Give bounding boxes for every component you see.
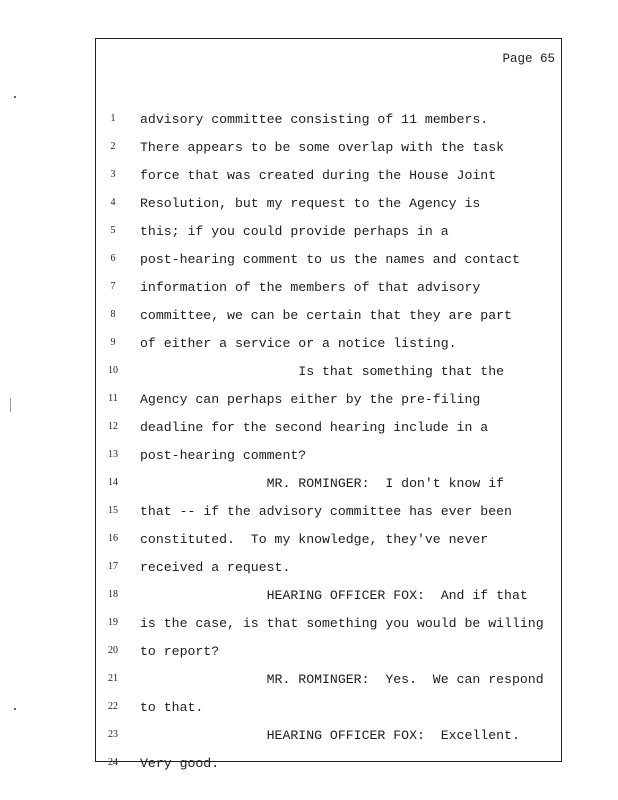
transcript-line <box>96 224 563 242</box>
line-number: 19 <box>108 617 118 628</box>
line-text: force that was created during the House Joint <box>140 168 497 183</box>
line-text: MR. ROMINGER: Yes. We can respond <box>140 672 544 687</box>
line-number: 15 <box>108 505 118 516</box>
line-number: 22 <box>108 701 118 712</box>
transcript-line <box>96 252 563 270</box>
transcript-line <box>96 476 563 494</box>
transcript-line <box>96 728 563 746</box>
transcript-line <box>96 448 563 466</box>
transcript-line <box>96 112 563 130</box>
line-number: 12 <box>108 421 118 432</box>
line-number: 24 <box>108 757 118 768</box>
line-text: constituted. To my knowledge, they've never <box>140 532 489 547</box>
line-text: post-hearing comment? <box>140 448 307 463</box>
transcript-line <box>96 196 563 214</box>
line-text: post-hearing comment to us the names and contact <box>140 252 520 267</box>
scan-speck <box>14 708 16 710</box>
transcript-line <box>96 504 563 522</box>
transcript-line <box>96 140 563 158</box>
line-number: 9 <box>110 337 116 348</box>
line-text: advisory committee consisting of 11 members. <box>140 112 489 127</box>
line-text: to report? <box>140 644 220 659</box>
line-text: received a request. <box>140 560 291 575</box>
transcript-line <box>96 532 563 550</box>
line-number: 3 <box>110 169 116 180</box>
transcript-line <box>96 336 563 354</box>
line-number: 14 <box>108 477 118 488</box>
scan-speck <box>10 398 11 412</box>
line-number: 18 <box>108 589 118 600</box>
line-number: 4 <box>110 197 116 208</box>
line-number: 5 <box>110 225 116 236</box>
line-text: HEARING OFFICER FOX: Excellent. <box>140 728 520 743</box>
transcript-line <box>96 616 563 634</box>
line-text: of either a service or a notice listing. <box>140 336 457 351</box>
line-number: 21 <box>108 673 118 684</box>
line-text: information of the members of that advisory <box>140 280 481 295</box>
transcript-line <box>96 308 563 326</box>
line-number: 23 <box>108 729 118 740</box>
transcript-page <box>95 38 562 771</box>
line-number: 13 <box>108 449 118 460</box>
transcript-line <box>96 392 563 410</box>
transcript-line <box>96 420 563 438</box>
transcript-line <box>96 364 563 382</box>
line-number: 7 <box>110 281 116 292</box>
line-number: 1 <box>110 113 116 124</box>
line-text: this; if you could provide perhaps in a <box>140 224 449 239</box>
line-text: HEARING OFFICER FOX: And if that <box>140 588 528 603</box>
line-text: committee, we can be certain that they are part <box>140 308 512 323</box>
line-text: Agency can perhaps either by the pre-filing <box>140 392 481 407</box>
line-text: that -- if the advisory committee has ever been <box>140 504 512 519</box>
transcript-line <box>96 168 563 186</box>
line-text: deadline for the second hearing include in a <box>140 420 489 435</box>
line-number: 16 <box>108 533 118 544</box>
scan-speck <box>14 96 16 98</box>
transcript-line <box>96 672 563 690</box>
transcript-line <box>96 280 563 298</box>
transcript-line <box>96 644 563 662</box>
line-number: 2 <box>110 141 116 152</box>
transcript-line <box>96 700 563 718</box>
line-text: There appears to be some overlap with the task <box>140 140 505 155</box>
line-number: 10 <box>108 365 118 376</box>
transcript-line <box>96 588 563 606</box>
line-text: Is that something that the <box>140 364 505 379</box>
line-text: Very good. <box>140 756 220 771</box>
line-number: 6 <box>110 253 116 264</box>
line-number: 20 <box>108 645 118 656</box>
transcript-line <box>96 756 563 774</box>
transcript-line <box>96 560 563 578</box>
line-number: 11 <box>108 393 118 404</box>
line-number: 8 <box>110 309 116 320</box>
line-number: 17 <box>108 561 118 572</box>
page-number: Page 65 <box>502 52 555 66</box>
line-text: to that. <box>140 700 204 715</box>
line-text: MR. ROMINGER: I don't know if <box>140 476 505 491</box>
line-text: is the case, is that something you would be willing <box>140 616 544 631</box>
line-text: Resolution, but my request to the Agency is <box>140 196 481 211</box>
